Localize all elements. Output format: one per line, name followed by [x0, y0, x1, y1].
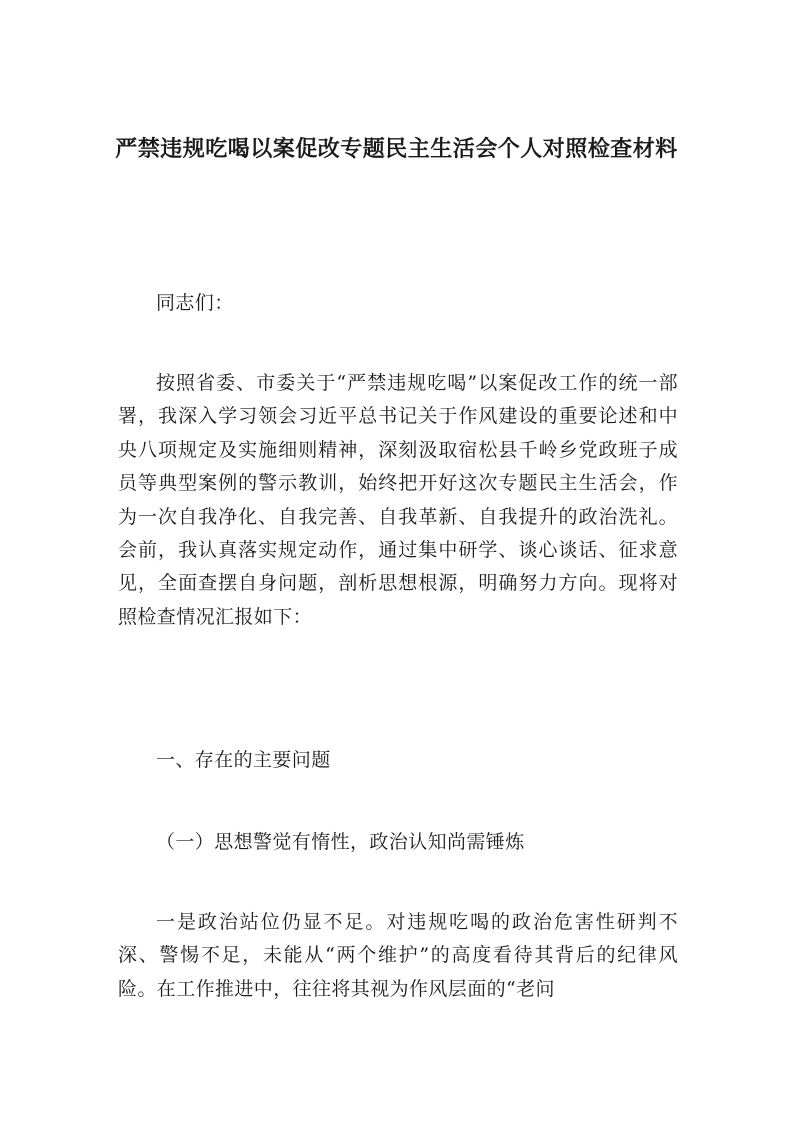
subsection-heading: （一）思想警觉有惰性，政治认知尚需锤炼	[156, 831, 525, 853]
section-heading: 一、存在的主要问题	[156, 749, 331, 771]
point-1-paragraph: 一是政治站位仍显不足。对违规吃喝的政治危害性研判不深、警惕不足，未能从“两个维护”的高度看待其背后的纪律风险。在工作推进中，往往将其视为作风层面的“老问	[118, 911, 678, 1000]
document-title: 严禁违规吃喝以案促改专题民主生活会个人对照检查材料	[115, 136, 678, 162]
subsection-heading-block	[118, 826, 678, 859]
intro-paragraph: 按照省委、市委关于“严禁违规吃喝”以案促改工作的统一部署，我深入学习领会习近平总书记关于作风建设的重要论述和中央八项规定及实施细则精神，深刻汲取宿松县千岭乡党政班子成员等典型案例的警示教训，始终把开好这次专题民主生活会，作为一次自我净化、自我完善、自我革新、自我提升的政治洗礼。会前，我认真落实规定动作，通过集中研学、谈心谈话、征求意见，全面查摆自身问题，剖析思想根源，明确努力方向。现将对照检查情况汇报如下：	[118, 372, 678, 628]
point-1-block	[118, 906, 678, 1006]
salutation-block	[118, 287, 678, 320]
section-heading-block	[118, 744, 678, 777]
intro-block	[118, 367, 678, 634]
salutation: 同志们：	[156, 292, 234, 314]
